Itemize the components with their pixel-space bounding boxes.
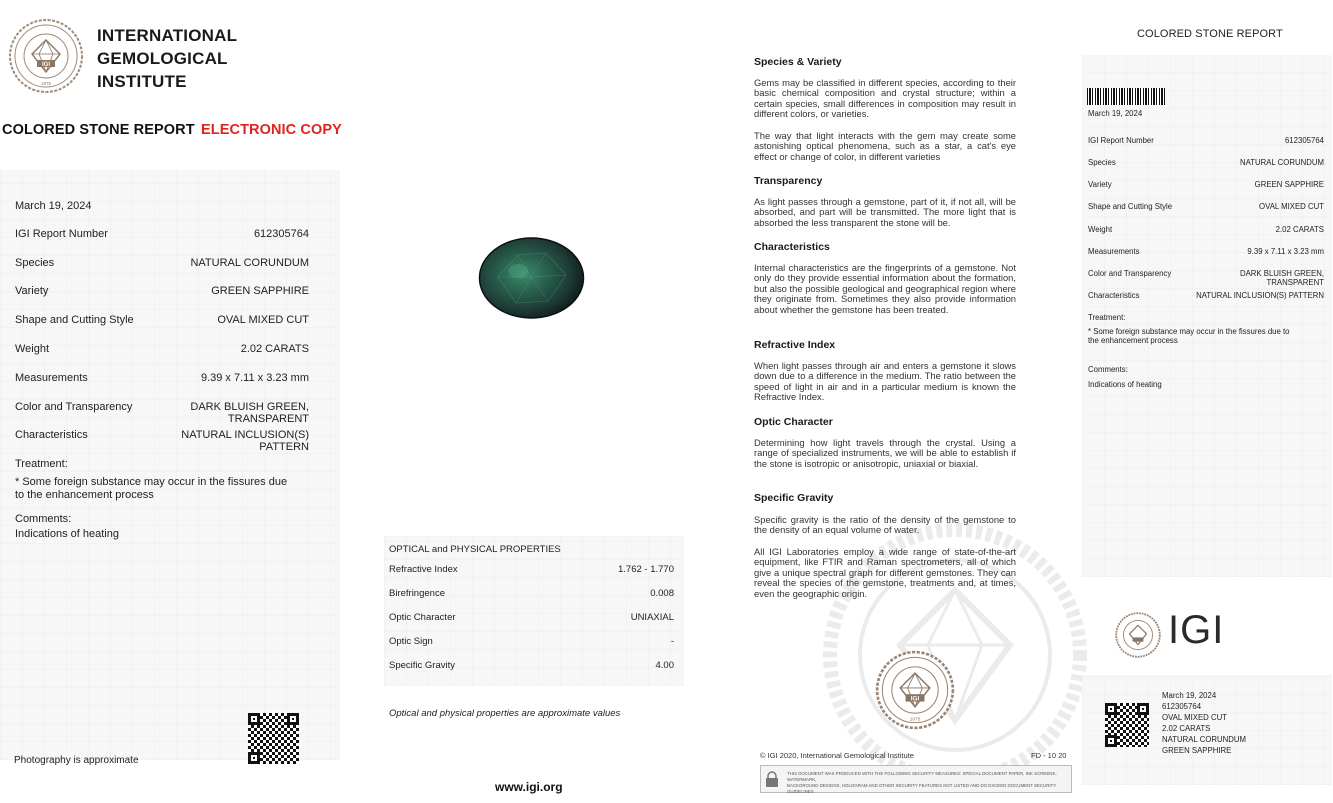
summary-line: March 19, 2024 (1162, 691, 1217, 700)
summary-line: 2.02 CARATS (1162, 724, 1211, 733)
security-line: THIS DOCUMENT WAS PRODUCED WITH THE FOLLOWING SECURITY MEASURES: SPECIAL DOCUMENT PAPER, INK SCREENS, WATERMARK, (787, 771, 1057, 782)
info-paragraph: When light passes through air and enters a gemstone it slows down due to a difference in the medium. The ratio between the speed of light in air and in a particular medium is known the Refractive Index. (754, 360, 1016, 403)
institute-name (97, 24, 237, 93)
gemstone-photo (478, 237, 585, 319)
properties-panel (384, 536, 684, 686)
institute-line-1: INTERNATIONAL (97, 26, 238, 45)
right-field-value: 2.02 CARATS (1275, 225, 1324, 234)
summary-line: OVAL MIXED CUT (1162, 713, 1227, 722)
copyright-text: © IGI 2020, International Gemological Institute (760, 751, 914, 760)
properties-title: OPTICAL and PHYSICAL PROPERTIES (389, 544, 561, 555)
right-field-label: Characteristics (1088, 291, 1140, 300)
info-heading: Characteristics (754, 241, 830, 253)
field-label: Measurements (15, 372, 88, 384)
right-field-value: 9.39 x 7.11 x 3.23 mm (1247, 247, 1324, 256)
field-value (181, 429, 309, 453)
igi-seal-stamp (875, 650, 955, 730)
right-qr-code[interactable] (1105, 703, 1149, 747)
info-heading: Species & Variety (754, 56, 842, 68)
property-label: Birefringence (389, 588, 445, 599)
right-field-label: IGI Report Number (1088, 136, 1154, 145)
treatment-label: Treatment: (15, 458, 68, 470)
comments-label: Comments: (15, 513, 72, 525)
right-field-label: Shape and Cutting Style (1088, 202, 1173, 211)
field-value: NATURAL CORUNDUM (190, 257, 309, 269)
comments-value: Indications of heating (15, 528, 119, 540)
report-data-panel (0, 170, 340, 760)
field-value-line: TRANSPARENT (227, 413, 309, 425)
property-value: 4.00 (655, 660, 674, 671)
property-value: 1.762 - 1.770 (618, 564, 674, 575)
qr-code[interactable] (248, 713, 299, 764)
right-field-value: GREEN SAPPHIRE (1254, 180, 1324, 189)
treatment-line: to the enhancement process (15, 489, 154, 501)
right-field-value: NATURAL CORUNDUM (1239, 158, 1324, 167)
photography-note: Photography is approximate (14, 755, 139, 766)
barcode (1087, 88, 1165, 105)
report-date: March 19, 2024 (15, 200, 92, 212)
report-title: COLORED STONE REPORT (2, 122, 195, 138)
info-paragraph: All IGI Laboratories employ a wide range of state-of-the-art equipment, like FTIR and Raman spectrometers, all of which give a unique spectral graph for different gemstones. They can reveal the species of the gemstone, treatments and, at times, even the geographic origin. (754, 546, 1016, 599)
property-value: UNIAXIAL (630, 612, 674, 623)
right-field-value-line: DARK BLUISH GREEN, (1239, 269, 1324, 278)
institute-line-3: INSTITUTE (97, 72, 187, 91)
right-field-label: Measurements (1088, 247, 1140, 256)
right-field-label: Variety (1088, 180, 1112, 189)
security-line: BACKGROUND DESIGNS, HOLOGRAM AND OTHER SECURITY FEATURES NOT LISTED AND DO EXCEED DOCUMENT SECURITY GUIDELINES (787, 783, 1057, 794)
field-label: Characteristics (15, 429, 88, 441)
right-field-label: Weight (1088, 225, 1113, 234)
right-comments-value: Indications of heating (1088, 380, 1162, 389)
info-heading: Optic Character (754, 416, 833, 428)
website-link[interactable]: www.igi.org (495, 780, 563, 794)
right-field-value (1240, 269, 1324, 287)
igi-brand-wordmark: IGI (1168, 608, 1225, 652)
right-date-text: March 19, 2024 (1088, 109, 1143, 118)
property-value: 0.008 (650, 588, 674, 599)
security-bar (760, 765, 1072, 793)
field-value (190, 401, 309, 425)
right-treatment-line: * Some foreign substance may occur in the fissures due to (1088, 327, 1290, 336)
summary-line: GREEN SAPPHIRE (1162, 746, 1232, 755)
form-code: FD - 10 20 (1031, 751, 1067, 760)
right-field-value-line: TRANSPARENT (1266, 278, 1324, 287)
security-text (787, 771, 1069, 795)
right-field-label: Color and Transparency (1088, 269, 1172, 278)
property-label: Refractive Index (389, 564, 458, 575)
right-field-value: OVAL MIXED CUT (1259, 202, 1324, 211)
field-value: GREEN SAPPHIRE (211, 285, 309, 297)
igi-seal-small (1115, 612, 1161, 658)
field-value: 2.02 CARATS (240, 343, 309, 355)
right-field-value: 612305764 (1284, 136, 1324, 145)
field-label: Species (15, 257, 55, 269)
property-label: Specific Gravity (389, 660, 455, 671)
treatment-line: * Some foreign substance may occur in the fissures due (15, 476, 288, 488)
info-paragraph: Specific gravity is the ratio of the density of the gemstone to the density of an equal volume of water. (754, 514, 1016, 536)
right-treatment-label: Treatment: (1088, 313, 1126, 322)
seal-monogram: IGI (41, 62, 51, 68)
field-value-line: PATTERN (259, 441, 309, 453)
lock-icon (765, 771, 779, 788)
field-value-line: DARK BLUISH GREEN, (190, 401, 309, 413)
seal-year: 1975 (40, 81, 52, 86)
info-paragraph: Gems may be classified in different species, according to their basic chemical composition and crystal structure; within a certain species, small differences in composition may result in different colors, or varieties. (754, 77, 1016, 120)
right-comments-label: Comments: (1088, 365, 1128, 374)
field-value: 612305764 (253, 228, 309, 240)
field-label: Shape and Cutting Style (15, 314, 134, 326)
property-value: - (670, 636, 674, 647)
right-field-value: NATURAL INCLUSION(S) PATTERN (1196, 291, 1324, 300)
right-field-label: Species (1088, 158, 1116, 167)
summary-line: NATURAL CORUNDUM (1162, 735, 1247, 744)
field-label: Color and Transparency (15, 401, 133, 413)
seal-monogram: IGI (910, 695, 920, 703)
summary-line: 612305764 (1162, 702, 1202, 711)
field-label: Weight (15, 343, 50, 355)
right-report-title: COLORED STONE REPORT (1137, 28, 1283, 40)
right-treatment-note (1088, 327, 1328, 346)
info-heading: Transparency (754, 175, 823, 187)
property-label: Optic Character (389, 612, 456, 623)
treatment-note (15, 476, 315, 502)
properties-footnote: Optical and physical properties are approximate values (389, 708, 621, 719)
info-paragraph: As light passes through a gemstone, part of it, if not all, will be absorbed, and part will be transmitted. The more light that is absorbed the less transparent the stone will be. (754, 196, 1016, 228)
field-value: OVAL MIXED CUT (217, 314, 309, 326)
field-label: Variety (15, 285, 49, 297)
field-value: 9.39 x 7.11 x 3.23 mm (200, 372, 309, 384)
property-label: Optic Sign (389, 636, 433, 647)
info-paragraph: Internal characteristics are the fingerprints of a gemstone. Not only do they provide essential information about the formation, but also the possible geological and geographical region where they originate from. Sometimes they also provide information about whether the gemstone has been treated. (754, 262, 1016, 315)
seal-year: 1975 (909, 717, 921, 723)
info-heading: Refractive Index (754, 339, 836, 351)
igi-seal-logo (8, 18, 84, 94)
electronic-copy-label: ELECTRONIC COPY (201, 122, 342, 138)
info-heading: Specific Gravity (754, 492, 834, 504)
field-value-line: NATURAL INCLUSION(S) (181, 429, 309, 441)
right-treatment-line: the enhancement process (1088, 336, 1178, 346)
institute-line-2: GEMOLOGICAL (97, 49, 228, 68)
info-paragraph: The way that light interacts with the gem may create some astonishing optical phenomena, such as a star, a cat's eye effect or change of color, in different varieties (754, 130, 1016, 162)
field-label: IGI Report Number (15, 228, 108, 240)
info-paragraph: Determining how light travels through the crystal. Using a range of specialized instruments, we will be able to establish if the stone is isotropic or anisotropic, uniaxial or biaxial. (754, 437, 1016, 469)
